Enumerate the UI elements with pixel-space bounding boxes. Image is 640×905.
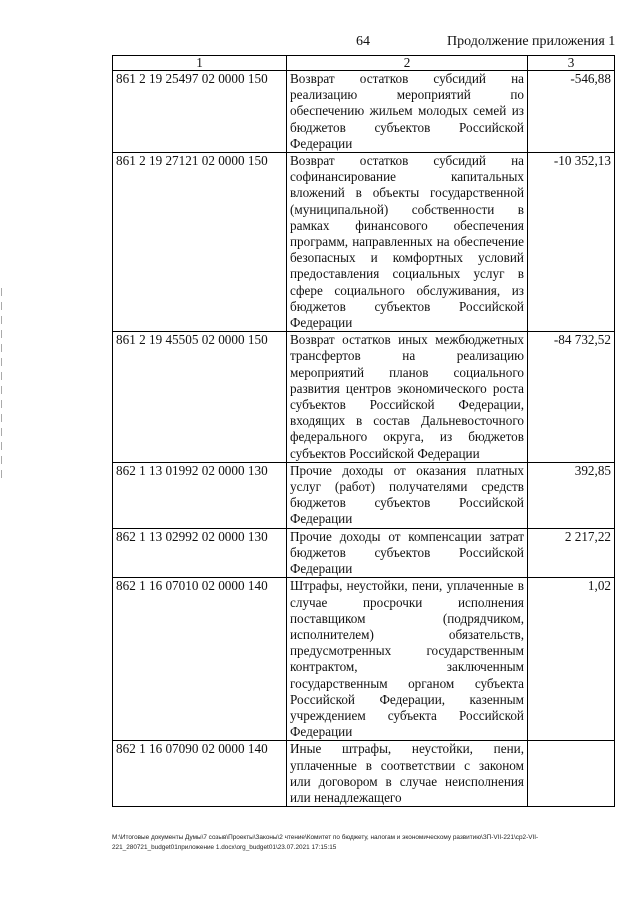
income-description: Возврат остатков субсидий на реализацию мероприятий по обеспечению жильем молодых семей из бюджетов субъектов Российской Федерации <box>287 71 528 153</box>
continuation-caption: Продолжение приложения 1 <box>447 34 616 49</box>
column-header: 1 <box>113 56 287 71</box>
budget-table <box>112 55 615 807</box>
table-row <box>113 332 615 463</box>
budget-code: 862 1 16 07010 02 0000 140 <box>113 578 287 741</box>
amount: 392,85 <box>528 462 615 528</box>
income-description: Прочие доходы от оказания платных услуг (работ) получателями средств бюджетов субъектов Российской Федерации <box>287 462 528 528</box>
income-description: Штрафы, неустойки, пени, уплаченные в случае просрочки исполнения поставщиком (подрядчиком, исполнителем) обязательств, предусмотренных государственным контрактом, заключенным государственным органом субъекта Российской Федерации, казенным учреждением субъекта Российской Федерации <box>287 578 528 741</box>
file-path-footer: M:\Итоговые документы Думы\7 созыв\Проекты\Законы\2 чтение\Комитет по бюджету, налогам и экономическому развитию\ЗП-VII-221\ср2-VII-221_280721_budget01приложение 1.docx\org_budget01\23.07.2021 17:15:15 <box>112 834 539 851</box>
table-row <box>113 578 615 741</box>
income-description: Прочие доходы от компенсации затрат бюджетов субъектов Российской Федерации <box>287 528 528 578</box>
table-row <box>113 528 615 578</box>
amount: 2 217,22 <box>528 528 615 578</box>
amount <box>528 741 615 807</box>
budget-code: 862 1 16 07090 02 0000 140 <box>113 741 287 807</box>
column-header: 2 <box>287 56 528 71</box>
income-description: Возврат остатков иных межбюджетных трансфертов на реализацию мероприятий планов социального развития центров экономического роста субъектов Российской Федерации, входящих в состав Дальневосточного федерального округа, из бюджетов субъектов Российской Федерации <box>287 332 528 463</box>
page-number: 64 <box>356 34 370 49</box>
budget-code: 861 2 19 45505 02 0000 150 <box>113 332 287 463</box>
budget-code: 862 1 13 01992 02 0000 130 <box>113 462 287 528</box>
amount: -10 352,13 <box>528 153 615 332</box>
table-row <box>113 71 615 153</box>
budget-code: 861 2 19 27121 02 0000 150 <box>113 153 287 332</box>
column-header: 3 <box>528 56 615 71</box>
budget-code: 861 2 19 25497 02 0000 150 <box>113 71 287 153</box>
table-row <box>113 462 615 528</box>
budget-code: 862 1 13 02992 02 0000 130 <box>113 528 287 578</box>
income-description: Иные штрафы, неустойки, пени, уплаченные в соответствии с законом или договором в случае неисполнения или ненадлежащего <box>287 741 528 807</box>
scan-margin-marks <box>0 282 5 582</box>
table-row <box>113 741 615 807</box>
amount: -84 732,52 <box>528 332 615 463</box>
amount: -546,88 <box>528 71 615 153</box>
amount: 1,02 <box>528 578 615 741</box>
income-description: Возврат остатков субсидий на софинансирование капитальных вложений в объекты государственной (муниципальной) собственности в рамках финансового обеспечения программ, направленных на обеспечение безопасных и комфортных условий предоставления социальных услуг в сфере социального обслуживания, из бюджетов субъектов Российской Федерации <box>287 153 528 332</box>
table-row <box>113 153 615 332</box>
header-row <box>113 56 615 71</box>
